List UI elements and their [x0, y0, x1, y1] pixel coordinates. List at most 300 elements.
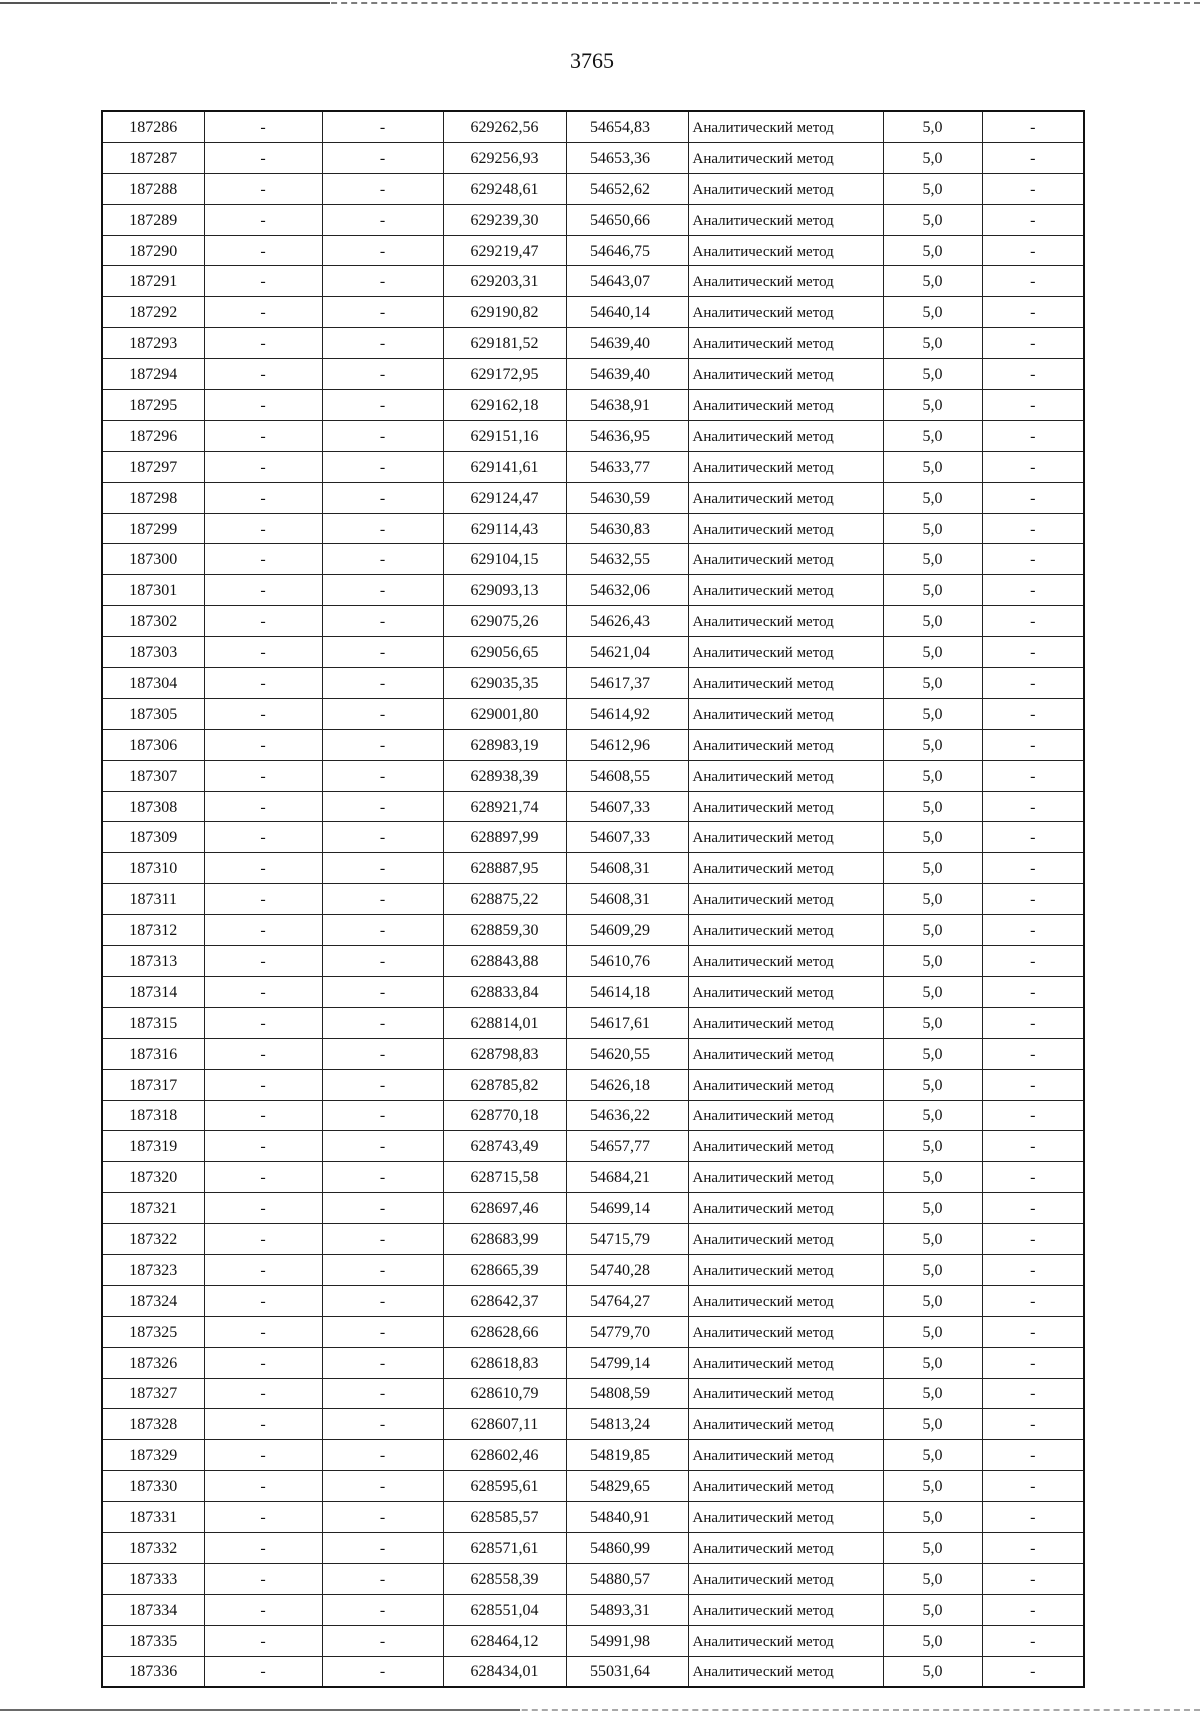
- dash-cell: -: [204, 451, 322, 482]
- y-coordinate-cell: 54626,18: [566, 1069, 688, 1100]
- dash-cell: -: [322, 760, 443, 791]
- dash-cell: -: [982, 1100, 1084, 1131]
- dash-cell: -: [982, 698, 1084, 729]
- dash-cell: -: [322, 822, 443, 853]
- dash-cell: -: [204, 1254, 322, 1285]
- dash-cell: -: [204, 359, 322, 390]
- accuracy-value-cell: 5,0: [883, 544, 982, 575]
- dash-cell: -: [322, 1007, 443, 1038]
- dash-cell: -: [982, 1162, 1084, 1193]
- y-coordinate-cell: 54636,22: [566, 1100, 688, 1131]
- method-cell: Аналитический метод: [688, 1069, 883, 1100]
- point-number-cell: 187335: [102, 1625, 204, 1656]
- accuracy-value-cell: 5,0: [883, 1378, 982, 1409]
- table-row: [102, 668, 1084, 699]
- dash-cell: -: [204, 142, 322, 173]
- dash-cell: -: [982, 359, 1084, 390]
- x-coordinate-cell: 628628,66: [443, 1316, 566, 1347]
- point-number-cell: 187295: [102, 390, 204, 421]
- x-coordinate-cell: 628607,11: [443, 1409, 566, 1440]
- dash-cell: -: [204, 482, 322, 513]
- dash-cell: -: [322, 1038, 443, 1069]
- point-number-cell: 187302: [102, 606, 204, 637]
- table-row: [102, 1131, 1084, 1162]
- accuracy-value-cell: 5,0: [883, 1656, 982, 1687]
- method-cell: Аналитический метод: [688, 668, 883, 699]
- dash-cell: -: [322, 1131, 443, 1162]
- dash-cell: -: [204, 946, 322, 977]
- method-cell: Аналитический метод: [688, 1440, 883, 1471]
- accuracy-value-cell: 5,0: [883, 1254, 982, 1285]
- table-row: [102, 884, 1084, 915]
- dash-cell: -: [982, 297, 1084, 328]
- point-number-cell: 187303: [102, 637, 204, 668]
- x-coordinate-cell: 628785,82: [443, 1069, 566, 1100]
- accuracy-value-cell: 5,0: [883, 1502, 982, 1533]
- point-number-cell: 187306: [102, 729, 204, 760]
- point-number-cell: 187292: [102, 297, 204, 328]
- dash-cell: -: [322, 1162, 443, 1193]
- dash-cell: -: [322, 1069, 443, 1100]
- point-number-cell: 187308: [102, 791, 204, 822]
- accuracy-value-cell: 5,0: [883, 1007, 982, 1038]
- x-coordinate-cell: 629181,52: [443, 328, 566, 359]
- dash-cell: -: [982, 390, 1084, 421]
- accuracy-value-cell: 5,0: [883, 1131, 982, 1162]
- dash-cell: -: [204, 575, 322, 606]
- x-coordinate-cell: 628464,12: [443, 1625, 566, 1656]
- point-number-cell: 187316: [102, 1038, 204, 1069]
- dash-cell: -: [982, 1347, 1084, 1378]
- y-coordinate-cell: 54636,95: [566, 420, 688, 451]
- dash-cell: -: [204, 1532, 322, 1563]
- point-number-cell: 187304: [102, 668, 204, 699]
- dash-cell: -: [982, 1285, 1084, 1316]
- dash-cell: -: [982, 791, 1084, 822]
- x-coordinate-cell: 628602,46: [443, 1440, 566, 1471]
- dash-cell: -: [982, 853, 1084, 884]
- y-coordinate-cell: 54639,40: [566, 328, 688, 359]
- point-number-cell: 187313: [102, 946, 204, 977]
- dash-cell: -: [204, 173, 322, 204]
- dash-cell: -: [982, 142, 1084, 173]
- accuracy-value-cell: 5,0: [883, 791, 982, 822]
- dash-cell: -: [982, 420, 1084, 451]
- dash-cell: -: [322, 1440, 443, 1471]
- dash-cell: -: [322, 1502, 443, 1533]
- dash-cell: -: [204, 1409, 322, 1440]
- dash-cell: -: [982, 1254, 1084, 1285]
- point-number-cell: 187314: [102, 976, 204, 1007]
- table-row: [102, 390, 1084, 421]
- y-coordinate-cell: 54643,07: [566, 266, 688, 297]
- table-row: [102, 142, 1084, 173]
- table-row: [102, 328, 1084, 359]
- x-coordinate-cell: 629162,18: [443, 390, 566, 421]
- y-coordinate-cell: 54614,18: [566, 976, 688, 1007]
- accuracy-value-cell: 5,0: [883, 606, 982, 637]
- point-number-cell: 187322: [102, 1224, 204, 1255]
- dash-cell: -: [322, 729, 443, 760]
- y-coordinate-cell: 54880,57: [566, 1563, 688, 1594]
- point-number-cell: 187312: [102, 915, 204, 946]
- table-row: [102, 1007, 1084, 1038]
- method-cell: Аналитический метод: [688, 1532, 883, 1563]
- method-cell: Аналитический метод: [688, 513, 883, 544]
- x-coordinate-cell: 628921,74: [443, 791, 566, 822]
- table-row: [102, 1532, 1084, 1563]
- dash-cell: -: [982, 1224, 1084, 1255]
- x-coordinate-cell: 628770,18: [443, 1100, 566, 1131]
- point-number-cell: 187334: [102, 1594, 204, 1625]
- dash-cell: -: [982, 266, 1084, 297]
- dash-cell: -: [204, 1131, 322, 1162]
- table-row: [102, 1471, 1084, 1502]
- point-number-cell: 187286: [102, 111, 204, 142]
- accuracy-value-cell: 5,0: [883, 1316, 982, 1347]
- point-number-cell: 187305: [102, 698, 204, 729]
- method-cell: Аналитический метод: [688, 359, 883, 390]
- y-coordinate-cell: 54652,62: [566, 173, 688, 204]
- dash-cell: -: [204, 1656, 322, 1687]
- x-coordinate-cell: 628434,01: [443, 1656, 566, 1687]
- dash-cell: -: [322, 884, 443, 915]
- x-coordinate-cell: 629104,15: [443, 544, 566, 575]
- x-coordinate-cell: 628798,83: [443, 1038, 566, 1069]
- y-coordinate-cell: 54640,14: [566, 297, 688, 328]
- x-coordinate-cell: 628665,39: [443, 1254, 566, 1285]
- x-coordinate-cell: 628859,30: [443, 915, 566, 946]
- x-coordinate-cell: 629056,65: [443, 637, 566, 668]
- method-cell: Аналитический метод: [688, 884, 883, 915]
- dash-cell: -: [204, 822, 322, 853]
- x-coordinate-cell: 628833,84: [443, 976, 566, 1007]
- y-coordinate-cell: 54650,66: [566, 204, 688, 235]
- dash-cell: -: [982, 1069, 1084, 1100]
- y-coordinate-cell: 54617,61: [566, 1007, 688, 1038]
- method-cell: Аналитический метод: [688, 390, 883, 421]
- y-coordinate-cell: 54638,91: [566, 390, 688, 421]
- dash-cell: -: [982, 1532, 1084, 1563]
- point-number-cell: 187309: [102, 822, 204, 853]
- dash-cell: -: [982, 1038, 1084, 1069]
- table-body: [102, 111, 1084, 1687]
- method-cell: Аналитический метод: [688, 729, 883, 760]
- dash-cell: -: [204, 1285, 322, 1316]
- dash-cell: -: [982, 1193, 1084, 1224]
- dash-cell: -: [982, 1594, 1084, 1625]
- dash-cell: -: [204, 420, 322, 451]
- y-coordinate-cell: 54607,33: [566, 791, 688, 822]
- dash-cell: -: [982, 976, 1084, 1007]
- accuracy-value-cell: 5,0: [883, 1100, 982, 1131]
- method-cell: Аналитический метод: [688, 606, 883, 637]
- accuracy-value-cell: 5,0: [883, 575, 982, 606]
- dash-cell: -: [982, 1563, 1084, 1594]
- accuracy-value-cell: 5,0: [883, 884, 982, 915]
- y-coordinate-cell: 54699,14: [566, 1193, 688, 1224]
- method-cell: Аналитический метод: [688, 1594, 883, 1625]
- table-row: [102, 235, 1084, 266]
- dash-cell: -: [982, 451, 1084, 482]
- point-number-cell: 187300: [102, 544, 204, 575]
- dash-cell: -: [322, 1347, 443, 1378]
- point-number-cell: 187291: [102, 266, 204, 297]
- method-cell: Аналитический метод: [688, 1378, 883, 1409]
- method-cell: Аналитический метод: [688, 1100, 883, 1131]
- table-row: [102, 266, 1084, 297]
- point-number-cell: 187336: [102, 1656, 204, 1687]
- point-number-cell: 187331: [102, 1502, 204, 1533]
- table-row: [102, 544, 1084, 575]
- y-coordinate-cell: 54808,59: [566, 1378, 688, 1409]
- y-coordinate-cell: 55031,64: [566, 1656, 688, 1687]
- dash-cell: -: [204, 1316, 322, 1347]
- dash-cell: -: [982, 575, 1084, 606]
- scan-edge-top: [0, 2, 1200, 4]
- table-row: [102, 1656, 1084, 1687]
- dash-cell: -: [982, 328, 1084, 359]
- dash-cell: -: [322, 698, 443, 729]
- accuracy-value-cell: 5,0: [883, 1532, 982, 1563]
- table-row: [102, 637, 1084, 668]
- dash-cell: -: [204, 1347, 322, 1378]
- point-number-cell: 187321: [102, 1193, 204, 1224]
- dash-cell: -: [322, 1409, 443, 1440]
- accuracy-value-cell: 5,0: [883, 1224, 982, 1255]
- dash-cell: -: [982, 946, 1084, 977]
- dash-cell: -: [204, 1625, 322, 1656]
- point-number-cell: 187297: [102, 451, 204, 482]
- method-cell: Аналитический метод: [688, 1193, 883, 1224]
- method-cell: Аналитический метод: [688, 297, 883, 328]
- dash-cell: -: [982, 235, 1084, 266]
- table-row: [102, 575, 1084, 606]
- x-coordinate-cell: 628715,58: [443, 1162, 566, 1193]
- y-coordinate-cell: 54632,06: [566, 575, 688, 606]
- dash-cell: -: [322, 575, 443, 606]
- accuracy-value-cell: 5,0: [883, 853, 982, 884]
- y-coordinate-cell: 54614,92: [566, 698, 688, 729]
- x-coordinate-cell: 629203,31: [443, 266, 566, 297]
- point-number-cell: 187324: [102, 1285, 204, 1316]
- table-row: [102, 1563, 1084, 1594]
- table-row: [102, 1254, 1084, 1285]
- method-cell: Аналитический метод: [688, 204, 883, 235]
- y-coordinate-cell: 54715,79: [566, 1224, 688, 1255]
- dash-cell: -: [204, 328, 322, 359]
- method-cell: Аналитический метод: [688, 1409, 883, 1440]
- dash-cell: -: [204, 1594, 322, 1625]
- x-coordinate-cell: 629151,16: [443, 420, 566, 451]
- dash-cell: -: [204, 1563, 322, 1594]
- x-coordinate-cell: 629141,61: [443, 451, 566, 482]
- dash-cell: -: [322, 1254, 443, 1285]
- accuracy-value-cell: 5,0: [883, 946, 982, 977]
- point-number-cell: 187310: [102, 853, 204, 884]
- method-cell: Аналитический метод: [688, 1502, 883, 1533]
- y-coordinate-cell: 54633,77: [566, 451, 688, 482]
- accuracy-value-cell: 5,0: [883, 1471, 982, 1502]
- dash-cell: -: [204, 760, 322, 791]
- dash-cell: -: [204, 1069, 322, 1100]
- table-row: [102, 513, 1084, 544]
- y-coordinate-cell: 54893,31: [566, 1594, 688, 1625]
- dash-cell: -: [204, 1100, 322, 1131]
- table-row: [102, 915, 1084, 946]
- dash-cell: -: [204, 1007, 322, 1038]
- method-cell: Аналитический метод: [688, 575, 883, 606]
- y-coordinate-cell: 54620,55: [566, 1038, 688, 1069]
- dash-cell: -: [322, 204, 443, 235]
- method-cell: Аналитический метод: [688, 760, 883, 791]
- method-cell: Аналитический метод: [688, 1471, 883, 1502]
- x-coordinate-cell: 629256,93: [443, 142, 566, 173]
- table-row: [102, 729, 1084, 760]
- dash-cell: -: [322, 513, 443, 544]
- table-row: [102, 1440, 1084, 1471]
- method-cell: Аналитический метод: [688, 1347, 883, 1378]
- dash-cell: -: [204, 111, 322, 142]
- table-row: [102, 791, 1084, 822]
- dash-cell: -: [322, 853, 443, 884]
- table-row: [102, 1224, 1084, 1255]
- dash-cell: -: [204, 544, 322, 575]
- dash-cell: -: [322, 266, 443, 297]
- accuracy-value-cell: 5,0: [883, 1038, 982, 1069]
- x-coordinate-cell: 629219,47: [443, 235, 566, 266]
- accuracy-value-cell: 5,0: [883, 482, 982, 513]
- accuracy-value-cell: 5,0: [883, 1563, 982, 1594]
- dash-cell: -: [204, 1378, 322, 1409]
- accuracy-value-cell: 5,0: [883, 915, 982, 946]
- dash-cell: -: [204, 729, 322, 760]
- table-row: [102, 1502, 1084, 1533]
- table-row: [102, 1594, 1084, 1625]
- point-number-cell: 187319: [102, 1131, 204, 1162]
- point-number-cell: 187293: [102, 328, 204, 359]
- y-coordinate-cell: 54653,36: [566, 142, 688, 173]
- method-cell: Аналитический метод: [688, 791, 883, 822]
- x-coordinate-cell: 629262,56: [443, 111, 566, 142]
- table-row: [102, 1625, 1084, 1656]
- y-coordinate-cell: 54626,43: [566, 606, 688, 637]
- accuracy-value-cell: 5,0: [883, 420, 982, 451]
- dash-cell: -: [982, 1131, 1084, 1162]
- dash-cell: -: [322, 1193, 443, 1224]
- dash-cell: -: [322, 637, 443, 668]
- accuracy-value-cell: 5,0: [883, 390, 982, 421]
- point-number-cell: 187330: [102, 1471, 204, 1502]
- dash-cell: -: [322, 915, 443, 946]
- table-row: [102, 1285, 1084, 1316]
- method-cell: Аналитический метод: [688, 1224, 883, 1255]
- x-coordinate-cell: 629124,47: [443, 482, 566, 513]
- y-coordinate-cell: 54799,14: [566, 1347, 688, 1378]
- dash-cell: -: [982, 637, 1084, 668]
- accuracy-value-cell: 5,0: [883, 1193, 982, 1224]
- method-cell: Аналитический метод: [688, 698, 883, 729]
- table-row: [102, 1100, 1084, 1131]
- method-cell: Аналитический метод: [688, 1254, 883, 1285]
- point-number-cell: 187329: [102, 1440, 204, 1471]
- dash-cell: -: [322, 173, 443, 204]
- method-cell: Аналитический метод: [688, 266, 883, 297]
- x-coordinate-cell: 629035,35: [443, 668, 566, 699]
- dash-cell: -: [204, 235, 322, 266]
- dash-cell: -: [322, 359, 443, 390]
- point-number-cell: 187294: [102, 359, 204, 390]
- accuracy-value-cell: 5,0: [883, 637, 982, 668]
- point-number-cell: 187287: [102, 142, 204, 173]
- dash-cell: -: [204, 606, 322, 637]
- method-cell: Аналитический метод: [688, 1316, 883, 1347]
- method-cell: Аналитический метод: [688, 822, 883, 853]
- dash-cell: -: [322, 668, 443, 699]
- method-cell: Аналитический метод: [688, 235, 883, 266]
- point-number-cell: 187290: [102, 235, 204, 266]
- y-coordinate-cell: 54860,99: [566, 1532, 688, 1563]
- x-coordinate-cell: 628558,39: [443, 1563, 566, 1594]
- y-coordinate-cell: 54630,83: [566, 513, 688, 544]
- dash-cell: -: [322, 1594, 443, 1625]
- dash-cell: -: [322, 606, 443, 637]
- method-cell: Аналитический метод: [688, 1038, 883, 1069]
- accuracy-value-cell: 5,0: [883, 297, 982, 328]
- table-row: [102, 822, 1084, 853]
- accuracy-value-cell: 5,0: [883, 142, 982, 173]
- y-coordinate-cell: 54630,59: [566, 482, 688, 513]
- x-coordinate-cell: 628697,46: [443, 1193, 566, 1224]
- dash-cell: -: [982, 668, 1084, 699]
- dash-cell: -: [982, 1625, 1084, 1656]
- table-row: [102, 1038, 1084, 1069]
- y-coordinate-cell: 54764,27: [566, 1285, 688, 1316]
- dash-cell: -: [204, 791, 322, 822]
- dash-cell: -: [204, 1224, 322, 1255]
- dash-cell: -: [322, 1532, 443, 1563]
- x-coordinate-cell: 628618,83: [443, 1347, 566, 1378]
- point-number-cell: 187317: [102, 1069, 204, 1100]
- dash-cell: -: [982, 1378, 1084, 1409]
- x-coordinate-cell: 629001,80: [443, 698, 566, 729]
- table-row: [102, 1409, 1084, 1440]
- table-row: [102, 482, 1084, 513]
- dash-cell: -: [204, 884, 322, 915]
- y-coordinate-cell: 54779,70: [566, 1316, 688, 1347]
- dash-cell: -: [322, 1471, 443, 1502]
- x-coordinate-cell: 629248,61: [443, 173, 566, 204]
- dash-cell: -: [204, 390, 322, 421]
- x-coordinate-cell: 628743,49: [443, 1131, 566, 1162]
- dash-cell: -: [322, 1563, 443, 1594]
- accuracy-value-cell: 5,0: [883, 1625, 982, 1656]
- method-cell: Аналитический метод: [688, 637, 883, 668]
- method-cell: Аналитический метод: [688, 1656, 883, 1687]
- x-coordinate-cell: 628683,99: [443, 1224, 566, 1255]
- method-cell: Аналитический метод: [688, 482, 883, 513]
- y-coordinate-cell: 54813,24: [566, 1409, 688, 1440]
- dash-cell: -: [322, 328, 443, 359]
- table-row: [102, 853, 1084, 884]
- method-cell: Аналитический метод: [688, 1285, 883, 1316]
- accuracy-value-cell: 5,0: [883, 668, 982, 699]
- method-cell: Аналитический метод: [688, 328, 883, 359]
- point-number-cell: 187296: [102, 420, 204, 451]
- dash-cell: -: [982, 1409, 1084, 1440]
- x-coordinate-cell: 628814,01: [443, 1007, 566, 1038]
- accuracy-value-cell: 5,0: [883, 235, 982, 266]
